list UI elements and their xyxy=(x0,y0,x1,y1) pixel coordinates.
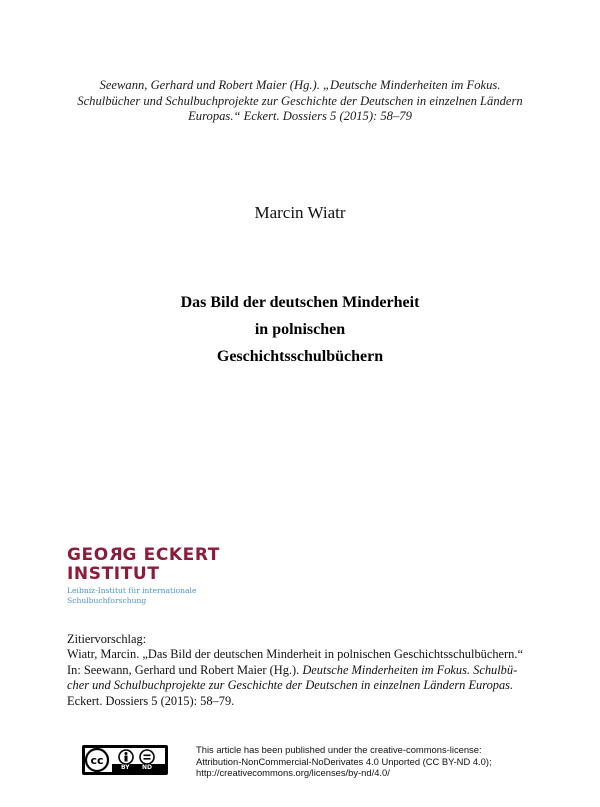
citation-suggestion xyxy=(67,632,537,709)
citation-line: cher und Schulbuchprojekte zur Geschichte der Deutschen in einzelnen Ländern Europas. xyxy=(67,678,514,693)
nd-equals-icon xyxy=(140,750,154,764)
logo-line-2: INSTITUT xyxy=(67,564,160,584)
nd-label: ND xyxy=(142,764,153,771)
author-name: Marcin Wiatr xyxy=(254,203,346,222)
by-person-head xyxy=(125,752,128,755)
cc-icon-text: cc xyxy=(90,754,104,767)
by-person-body xyxy=(125,756,128,762)
header-citation-line: Europas.“ Eckert. Dossiers 5 (2015): 58–79 xyxy=(188,109,412,123)
nd-equals-bar-bottom xyxy=(144,758,151,760)
cc-by-nd-badge xyxy=(82,745,168,775)
header-citation xyxy=(40,78,560,125)
title-line: Das Bild der deutschen Minderheit xyxy=(180,294,420,311)
logo-mirrored-letter: R xyxy=(108,545,123,565)
license-line: This article has been published under the creative-commons-license: xyxy=(196,744,482,755)
logo-subtitle-line: Leibniz-Institut für internationale xyxy=(67,586,197,595)
citation-text: In: Seewann, Gerhard und Robert Maier (Hg.). xyxy=(67,662,303,677)
document-title xyxy=(60,289,540,370)
license-url: http://creativecommons.org/licenses/by-nd/4.0/ xyxy=(196,767,390,779)
header-citation-line: Schulbücher und Schulbuchprojekte zur Geschichte der Deutschen in einzelnen Ländern xyxy=(77,93,523,108)
title-line: Geschichtsschulbüchern xyxy=(216,348,384,365)
logo-text: G ECKERT xyxy=(122,545,221,565)
citation-line: Eckert. Dossiers 5 (2015): 58–79. xyxy=(67,693,235,708)
georg-eckert-institut-logo xyxy=(67,546,227,608)
by-label: BY xyxy=(121,764,130,771)
logo-line-1 xyxy=(67,546,227,565)
citation-italic-text: Deutsche Minderheiten im Fokus. Schulbü- xyxy=(302,662,518,677)
title-line: in polnischen xyxy=(254,321,346,338)
license-line: Attribution-NonCommercial-NoDerivates 4.0 Unported (CC BY-ND 4.0); xyxy=(196,755,492,767)
citation-label: Zitiervorschlag: xyxy=(67,632,147,646)
cc-label-bar xyxy=(112,764,165,772)
logo-subtitle-line: Schulbuchforschung xyxy=(67,595,147,605)
license-notice xyxy=(196,744,546,779)
header-citation-line: Seewann, Gerhard und Robert Maier (Hg.). „Deutsche Minderheiten im Fokus. xyxy=(99,78,501,92)
logo-text: GEO xyxy=(67,545,109,565)
nd-equals-bar-top xyxy=(144,755,151,757)
citation-line xyxy=(67,663,537,678)
logo-subtitle xyxy=(67,586,227,605)
citation-line: Wiatr, Marcin. „Das Bild der deutschen Minderheit in polnischen Geschichtsschulbüchern.“ xyxy=(67,647,523,662)
